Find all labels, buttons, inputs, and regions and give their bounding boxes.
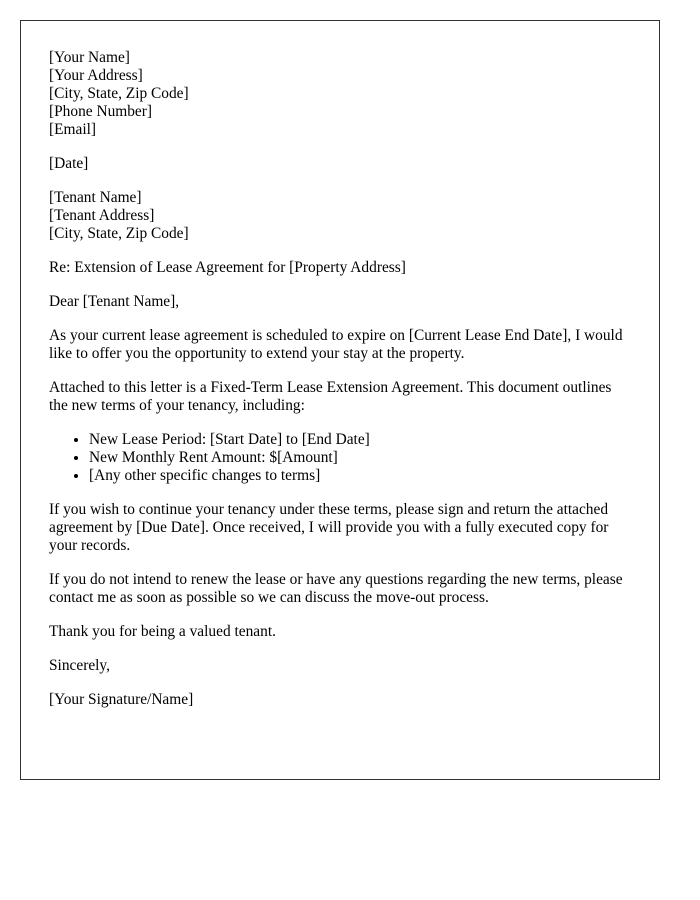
- recipient-address: [Tenant Address]: [49, 207, 155, 224]
- closing: Sincerely,: [49, 657, 110, 674]
- terms-list: [49, 431, 631, 485]
- list-item: • New Monthly Rent Amount: $[Amount]: [89, 449, 631, 467]
- paragraph-intro: As your current lease agreement is scheduled to expire on [Current Lease End Date], I would like to offer you the opportunity to extend your stay at the property.: [49, 327, 623, 362]
- paragraph-contact: If you do not intend to renew the lease or have any questions regarding the new terms, please contact me as soon as possible so we can discuss the move-out process.: [49, 571, 623, 606]
- sender-block: [49, 49, 631, 139]
- signature: [Your Signature/Name]: [49, 691, 194, 708]
- list-item: • [Any other specific changes to terms]: [89, 467, 631, 485]
- date-block: [49, 155, 631, 173]
- paragraph-attachment: Attached to this letter is a Fixed-Term Lease Extension Agreement. This document outlines the new terms of your tenancy, including:: [49, 379, 612, 414]
- paragraph-thanks: Thank you for being a valued tenant.: [49, 623, 276, 640]
- list-item: • New Lease Period: [Start Date] to [End Date]: [89, 431, 631, 449]
- sender-phone: [Phone Number]: [49, 103, 153, 120]
- recipient-name: [Tenant Name]: [49, 189, 142, 206]
- sender-address: [Your Address]: [49, 67, 143, 84]
- letter-date: [Date]: [49, 155, 89, 172]
- salutation: Dear [Tenant Name],: [49, 293, 180, 310]
- recipient-block: [49, 189, 631, 243]
- letter-page: [20, 20, 660, 780]
- paragraph-instructions: If you wish to continue your tenancy under these terms, please sign and return the attached agreement by [Due Date]. Once received, I will provide you with a fully executed copy for your records.: [49, 501, 609, 554]
- subject-line: Re: Extension of Lease Agreement for [Property Address]: [49, 259, 406, 276]
- sender-name: [Your Name]: [49, 49, 130, 66]
- sender-email: [Email]: [49, 121, 97, 138]
- sender-city-state-zip: [City, State, Zip Code]: [49, 85, 189, 102]
- recipient-city-state-zip: [City, State, Zip Code]: [49, 225, 189, 242]
